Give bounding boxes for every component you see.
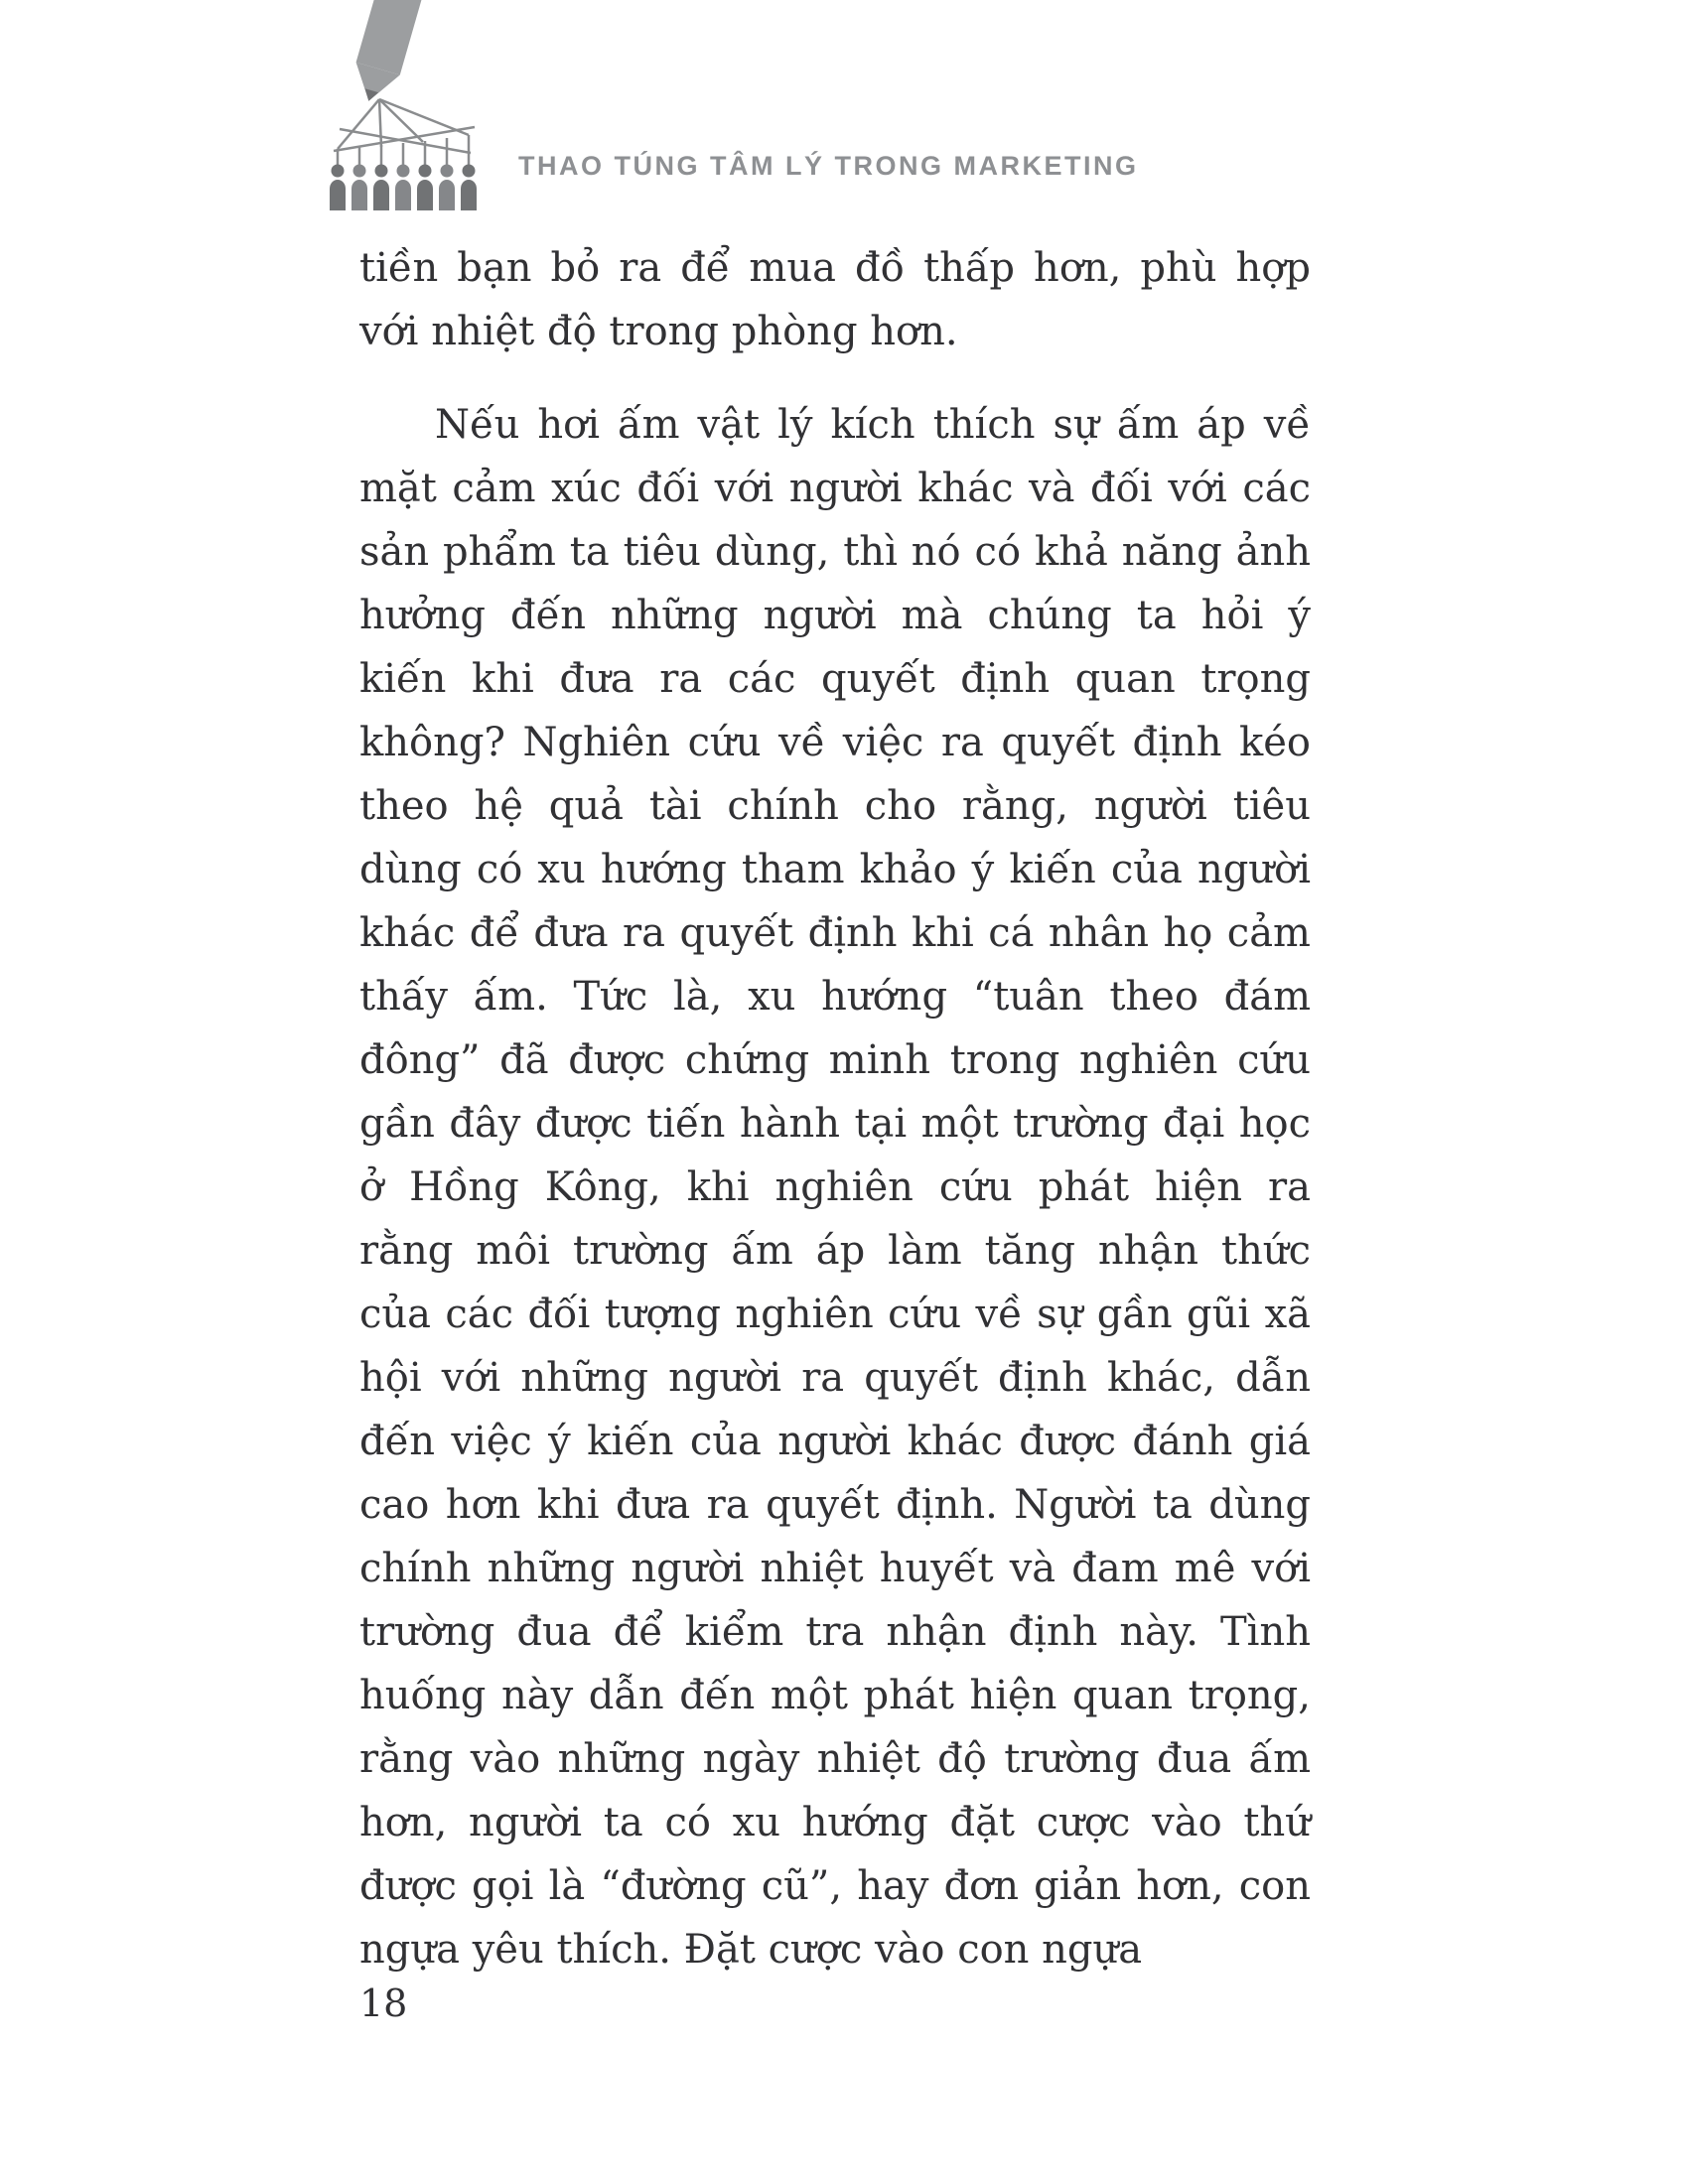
paragraph-main: Nếu hơi ấm vật lý kích thích sự ấm áp về mặt cảm xúc đối với người khác và đối với các sản phẩm ta tiêu dùng, thì nó có khả năng ảnh hưởng đến những người mà chúng ta hỏi ý kiến khi đưa ra các quyết định quan trọng không? Nghiên cứu về việc ra quyết định kéo theo hệ quả tài chính cho rằng, người tiêu dùng có xu hướng tham khảo ý kiến của người khác để đưa ra quyết định khi cá nhân họ cảm thấy ấm. Tức là, xu hướng “tuân theo đám đông” đã được chứng minh trong nghiên cứu gần đây được tiến hành tại một trường đại học ở Hồng Kông, khi nghiên cứu phát hiện ra rằng môi trường ấm áp làm tăng nhận thức của các đối tượng nghiên cứu về sự gần gũi xã hội với những người ra quyết định khác, dẫn đến việc ý kiến của người khác được đánh giá cao hơn khi đưa ra quyết định. Người ta dùng chính những người nhiệt huyết và đam mê với trường đua để kiểm tra nhận định này. Tình huống này dẫn đến một phát hiện quan trọng, rằng vào những ngày nhiệt độ trường đua ấm hơn, người ta có xu hướng đặt cược vào thứ được gọi là “đường cũ”, hay đơn giản hơn, con ngựa yêu thích. Đặt cược vào con ngựa bbox=[359, 402, 1311, 1973]
pencil-puppeteer-icon bbox=[324, 0, 500, 218]
body-text bbox=[359, 236, 1311, 1981]
marionette-strings bbox=[334, 99, 475, 167]
pencil-body bbox=[356, 0, 431, 74]
running-header-title: THAO TÚNG TÂM LÝ TRONG MARKETING bbox=[518, 151, 1139, 181]
paragraph-continuation: tiền bạn bỏ ra để mua đồ thấp hơn, phù hợp với nhiệt độ trong phòng hơn. bbox=[359, 245, 1311, 354]
puppet-figures bbox=[330, 165, 477, 211]
page-number: 18 bbox=[359, 1981, 408, 2025]
